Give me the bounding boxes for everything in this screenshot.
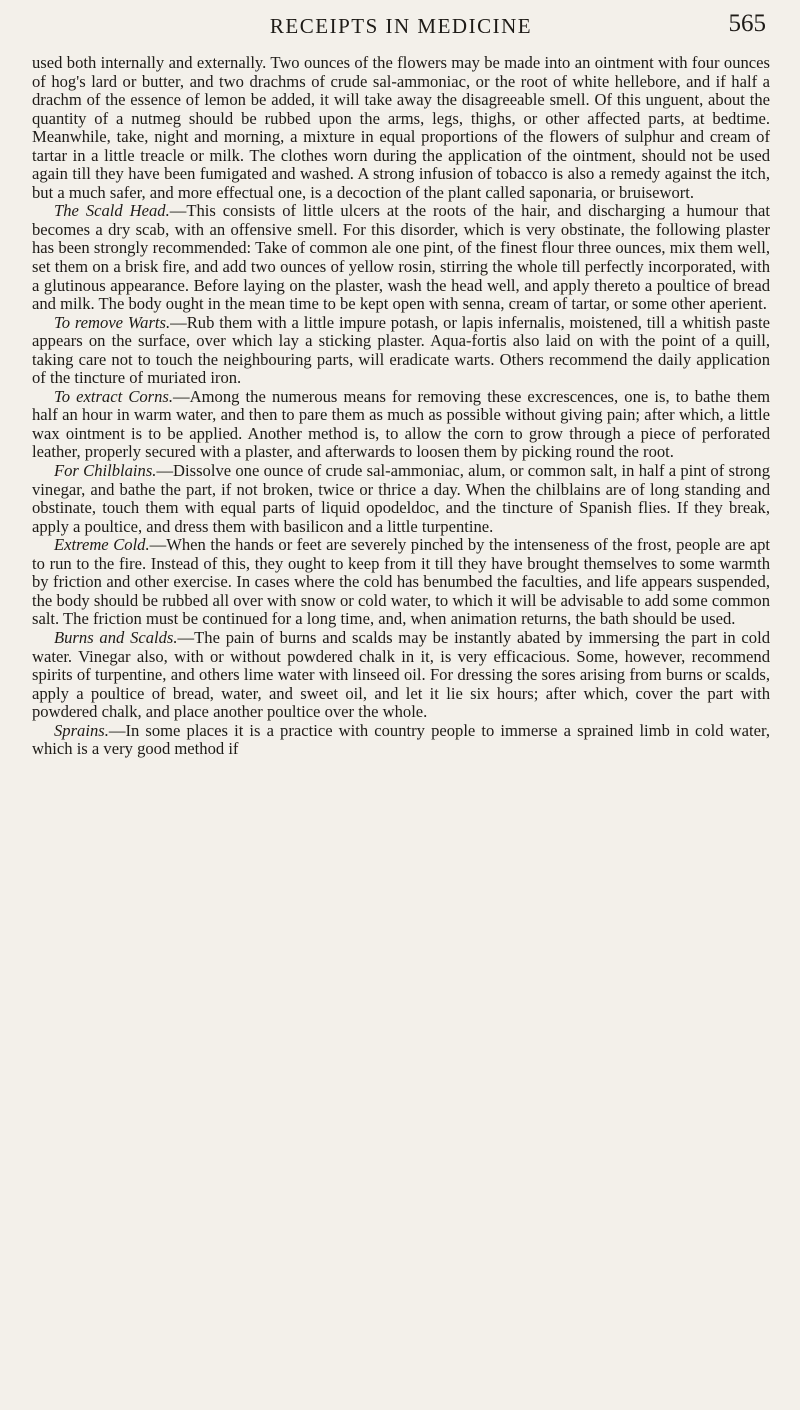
- running-head: RECEIPTS IN MEDICINE: [269, 14, 533, 38]
- section-heading: The Scald Head.: [54, 201, 170, 221]
- paragraph-text: —In some places it is a practice with country people to immerse a sprained limb in cold water, which is a very good method if: [32, 720, 770, 759]
- paragraph-warts: [32, 314, 770, 388]
- paragraph-burns-scalds: [32, 629, 770, 722]
- paragraph-sprains: [32, 722, 770, 759]
- paragraph-text: used both internally and externally. Two ounces of the flowers may be made into an ointment with four ounces of hog's lard or butter, and two drachms of crude sal-ammoniac, or the root of white hellebore, and if half a drachm of the essence of lemon be added, it will take away the disagreeable smell. Of this unguent, about the quantity of a nutmeg should be rubbed upon the arms, legs, thighs, or other affected parts, at bedtime. Meanwhile, take, night and morning, a mixture in equal proportions of the flowers of sulphur and cream of tartar in a little treacle or milk. The clothes worn during the application of the ointment, should not be used again till they have been fumigated and washed. A strong infusion of tobacco is also a remedy against the itch, but a much safer, and more effectual one, is a decoction of the plant called saponaria, or bruisewort.: [32, 53, 770, 202]
- page-header: [32, 10, 770, 46]
- paragraph-text: —The pain of burns and scalds may be instantly abated by immersing the part in cold water. Vinegar also, with or without powdered chalk in it, is very efficacious. Some, however, recommend spirits of turpentine, and others lime water with linseed oil. For dressing the sores arising from burns or scalds, apply a poultice of bread, water, and sweet oil, and let it lie six hours; after which, cover the part with powdered chalk, and place another poultice over the whole.: [32, 627, 770, 722]
- section-heading: To remove Warts.: [54, 312, 171, 332]
- section-heading: For Chilblains.: [54, 461, 157, 481]
- paragraph-text: —Among the numerous means for removing these excrescences, one is, to bathe them half an hour in warm water, and then to pare them as much as possible without giving pain; after which, a little wax ointment is to be applied. Another method is, to allow the corn to grow through a piece of perforated leather, properly secured with a plaster, and afterwards to loosen them by picking round the root.: [32, 386, 770, 462]
- paragraph-extreme-cold: [32, 536, 770, 629]
- section-heading: To extract Corns.: [54, 386, 174, 406]
- paragraph-text: —Rub them with a little impure potash, or lapis infernalis, moistened, till a whitish paste appears on the surface, over which lay a sticking plaster. Aqua-fortis also laid on with the point of a quill, taking care not to touch the neighbouring parts, will eradicate warts. Others recommend the daily application of the tincture of muriated iron.: [32, 312, 770, 388]
- body-text: [32, 54, 770, 759]
- paragraph-text: —Dissolve one ounce of crude sal-ammoniac, alum, or common salt, in half a pint of strong vinegar, and bathe the part, if not broken, twice or thrice a day. When the chilblains are of long standing and obstinate, touch them with equal parts of liquid opodeldoc, and the tincture of Spanish flies. If they break, apply a poultice, and dress them with basilicon and a little turpentine.: [32, 461, 770, 536]
- paragraph-scald-head: [32, 202, 770, 313]
- paragraph-itch-continued: [32, 54, 770, 202]
- paragraph-corns: [32, 388, 770, 462]
- paragraph-text: —This consists of little ulcers at the roots of the hair, and discharging a humour that becomes a dry scab, with an offensive smell. For this disorder, which is very obstinate, the following plaster has been strongly recommended: Take of common ale one pint, of the finest flour three ounces, mix them well, set them on a brisk fire, and add two ounces of yellow rosin, stirring the whole till perfectly incorporated, with a glutinous appearance. Before laying on the plaster, wash the head well, and apply thereto a poultice of bread and milk. The body ought in the mean time to be kept open with senna, cream of tartar, or some other aperient.: [32, 201, 770, 314]
- paragraph-text: —When the hands or feet are severely pinched by the intenseness of the frost, people are apt to run to the fire. Instead of this, they ought to keep from it till they have brought themselves to some warmth by friction and other exercise. In cases where the cold has benumbed the faculties, and life appears suspended, the body should be rubbed all over with snow or cold water, to which it will be advisable to add some common salt. The friction must be continued for a long time, and, when animation returns, the bath should be used.: [32, 535, 770, 629]
- section-heading: Extreme Cold.: [54, 535, 150, 555]
- page-number: 565: [728, 10, 766, 37]
- paragraph-chilblains: [32, 462, 770, 536]
- section-heading: Burns and Scalds.: [54, 627, 178, 647]
- section-heading: Sprains.: [54, 720, 109, 740]
- book-page: [32, 0, 770, 1410]
